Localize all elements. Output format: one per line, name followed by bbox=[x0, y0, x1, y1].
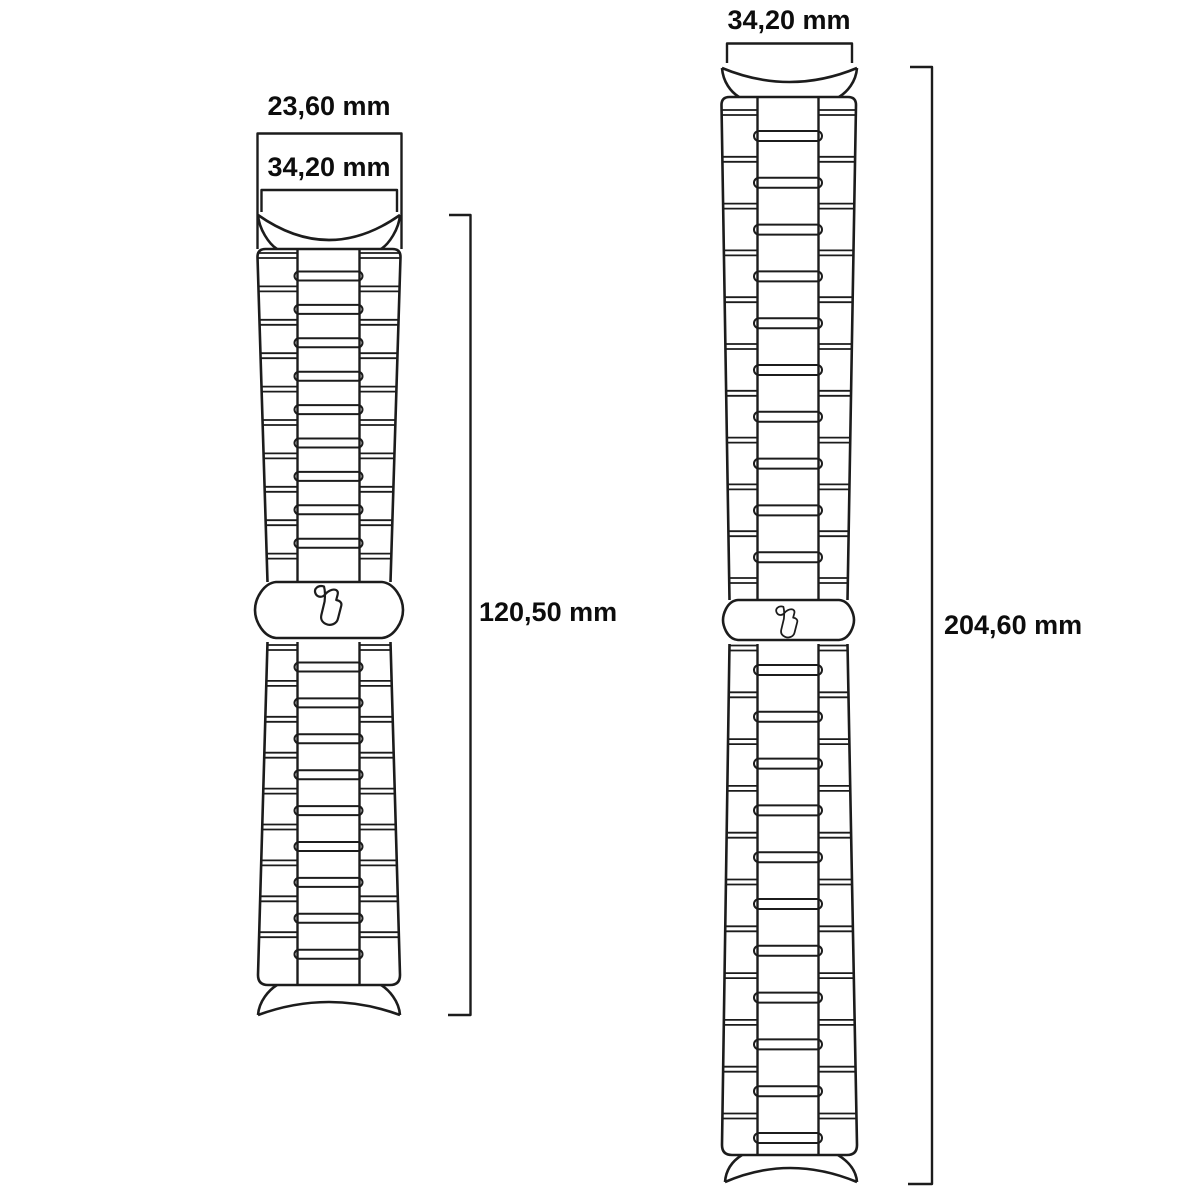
center-link-bar bbox=[754, 131, 822, 141]
center-link-bar bbox=[754, 505, 822, 515]
center-link-bar bbox=[295, 405, 363, 414]
center-link-bar bbox=[754, 899, 822, 909]
end-link-bottom-curve bbox=[725, 1168, 857, 1182]
end-link-top-curve bbox=[258, 215, 400, 240]
center-link-bar bbox=[295, 663, 363, 672]
right-band-drawing bbox=[722, 44, 933, 1185]
clasp bbox=[723, 600, 854, 640]
center-link-bar bbox=[754, 712, 822, 722]
center-link-bar bbox=[754, 318, 822, 328]
left-band-connector-width-label: 34,20 mm bbox=[267, 152, 391, 182]
center-link-bar bbox=[754, 1133, 822, 1143]
center-link-bar bbox=[295, 272, 363, 281]
center-link-bar bbox=[295, 338, 363, 347]
center-link-bar bbox=[295, 472, 363, 481]
right-band-length-label: 204,60 mm bbox=[944, 610, 1083, 640]
center-link-bar bbox=[754, 805, 822, 815]
center-link-bar bbox=[295, 372, 363, 381]
length-dimension-line bbox=[448, 215, 471, 1015]
center-link-bar bbox=[754, 552, 822, 562]
center-link-bar bbox=[754, 271, 822, 281]
center-link-bar bbox=[754, 459, 822, 469]
center-link-bar bbox=[754, 1086, 822, 1096]
center-link-bar bbox=[754, 665, 822, 675]
center-link-bar bbox=[295, 878, 363, 887]
end-link-top-curve bbox=[722, 68, 857, 82]
right-band-connector-width-label: 34,20 mm bbox=[727, 5, 851, 35]
center-link-bar bbox=[754, 852, 822, 862]
center-link-bar bbox=[754, 759, 822, 769]
left-band-lug-width-label: 23,60 mm bbox=[267, 91, 391, 121]
center-link-bar bbox=[754, 412, 822, 422]
center-link-bar bbox=[295, 698, 363, 707]
brand-logo-icon bbox=[315, 586, 341, 625]
center-link-bar bbox=[295, 505, 363, 514]
center-link-bar bbox=[295, 842, 363, 851]
lower-band-outline bbox=[258, 642, 400, 985]
center-link-bar bbox=[754, 993, 822, 1003]
center-link-bar bbox=[754, 1039, 822, 1049]
end-link-bottom-curve bbox=[258, 1002, 400, 1015]
center-link-bar bbox=[295, 914, 363, 923]
center-link-bar bbox=[295, 770, 363, 779]
left-band-drawing bbox=[255, 134, 471, 1016]
center-link-bar bbox=[295, 950, 363, 959]
upper-band-outline bbox=[258, 249, 401, 582]
center-link-bar bbox=[295, 734, 363, 743]
brand-logo-icon bbox=[776, 606, 797, 637]
center-link-bar bbox=[754, 946, 822, 956]
connector-width-bracket bbox=[262, 190, 398, 212]
center-link-bar bbox=[754, 225, 822, 235]
center-link-bar bbox=[295, 539, 363, 548]
center-link-bar bbox=[295, 806, 363, 815]
center-link-bar bbox=[754, 365, 822, 375]
left-band-length-label: 120,50 mm bbox=[479, 597, 618, 627]
center-link-bar bbox=[295, 439, 363, 448]
center-link-bar bbox=[754, 178, 822, 188]
length-dimension-line bbox=[908, 67, 932, 1184]
center-link-bar bbox=[295, 305, 363, 314]
lug-width-bracket bbox=[258, 134, 402, 250]
connector-width-bracket bbox=[727, 44, 852, 64]
